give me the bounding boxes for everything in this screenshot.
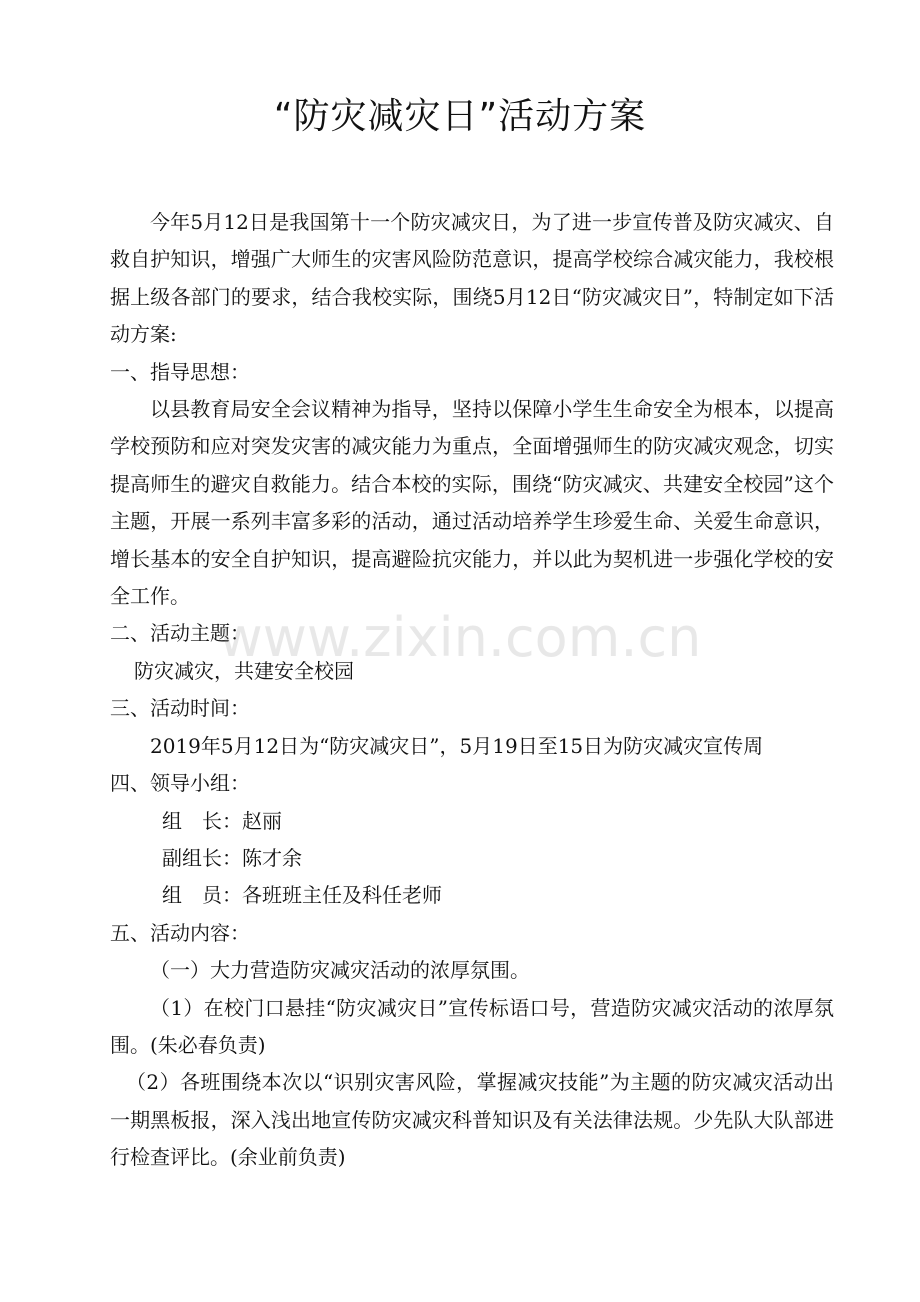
section-heading-leadership: 四、领导小组：	[110, 771, 250, 796]
document-body	[110, 204, 834, 1177]
section-heading-guiding-thought: 一、指导思想：	[110, 359, 250, 384]
deputy-leader-line: 副组长：陈才余	[162, 845, 302, 870]
section-heading-time: 三、活动时间：	[110, 696, 250, 721]
guiding-thought-paragraph: 以县教育局安全会议精神为指导，坚持以保障小学生生命安全为根本，以提高学校预防和应对突发灾害的减灾能力为重点，全面增强师生的防灾减灾观念，切实提高师生的避灾自救能力。结合本校的实际，围绕“防灾减灾、共建安全校园”这个主题，开展一系列丰富多彩的活动，通过活动培养学生珍爱生命、关爱生命意识，增长基本的安全自护知识，提高避险抗灾能力，并以此为契机进一步强化学校的安全工作。	[110, 397, 834, 609]
content-item-2: （2）各班围绕本次以“识别灾害风险，掌握减灾技能”为主题的防灾减灾活动出一期黑板报，深入浅出地宣传防灾减灾科普知识及有关法律法规。少先队大队部进行检查评比。(余业前负责)	[110, 1070, 834, 1170]
theme-text: 防灾减灾，共建安全校园	[134, 658, 354, 683]
intro-paragraph: 今年5月12日是我国第十一个防灾减灾日，为了进一步宣传普及防灾减灾、自救自护知识，增强广大师生的灾害风险防范意识，提高学校综合减灾能力，我校根据上级各部门的要求，结合我校实际，围绕5月12日“防灾减灾日”，特制定如下活动方案:	[110, 210, 834, 347]
time-paragraph: 2019年5月12日为“防灾减灾日”，5月19日至15日为防灾减灾宣传周	[150, 733, 764, 758]
section-heading-theme: 二、活动主题：	[110, 621, 250, 646]
section-heading-content: 五、活动内容：	[110, 920, 250, 945]
subsection-1-heading: （一）大力营造防灾减灾活动的浓厚氛围。	[150, 958, 530, 983]
document-title: “防灾减灾日”活动方案	[273, 96, 647, 137]
watermark: www.zixin.com.cn	[218, 606, 702, 669]
content-item-1: （1）在校门口悬挂“防灾减灾日”宣传标语口号，营造防灾减灾活动的浓厚氛围。(朱必春负责)	[110, 995, 834, 1057]
members-line: 组 员：各班班主任及科任老师	[162, 883, 442, 908]
leader-line: 组 长：赵丽	[162, 808, 282, 833]
